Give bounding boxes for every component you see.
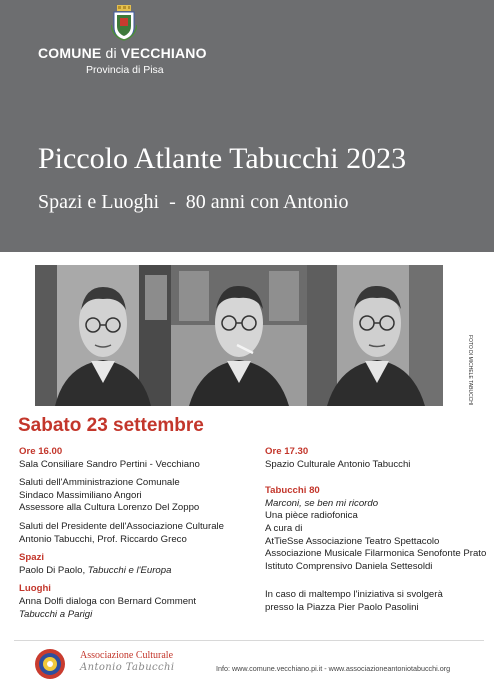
greeting-line: Saluti dell'Amministrazione Comunale — [19, 477, 180, 489]
tabucchi-80-title: Marconi, se ben mi ricordo — [265, 497, 379, 509]
header-band — [0, 0, 494, 252]
time-1600: Ore 16.00 — [19, 446, 63, 457]
weather-note: presso la Piazza Pier Paolo Pasolini — [265, 601, 419, 613]
tabucchi-80-line: Associazione Musicale Filarmonica Senofonte Prato — [265, 548, 487, 560]
weather-note: In caso di maltempo l'iniziativa si svolgerà — [265, 589, 443, 601]
association-label: Associazione Culturale — [80, 650, 174, 661]
spazi-talk: Paolo Di Paolo, Tabucchi e l'Europa — [19, 564, 172, 576]
footer-divider — [14, 640, 484, 641]
tabucchi-80-line: Una pièce radiofonica — [265, 510, 358, 522]
info-links: Info: www.comune.vecchiano.pi.it - www.associazioneantoniotabucchi.org — [216, 664, 451, 673]
greeting-line: Sindaco Massimiliano Angori — [19, 489, 142, 501]
luoghi-heading: Luoghi — [19, 583, 51, 595]
association-signature: Antonio Tabucchi — [80, 662, 175, 673]
program-right-column — [265, 446, 490, 621]
luoghi-talk: Anna Dolfi dialoga con Bernard Comment — [19, 595, 197, 607]
event-title: Piccolo Atlante Tabucchi 2023 — [38, 142, 407, 175]
portrait-photo-2 — [171, 265, 307, 406]
event-date: Sabato 23 settembre — [18, 415, 204, 436]
time-1730: Ore 17.30 — [265, 446, 309, 457]
tabucchi-80-line: AtTieSse Associazione Teatro Spettacolo — [265, 535, 440, 547]
crest-icon — [111, 5, 137, 41]
tabucchi-80-line: A cura di — [265, 522, 303, 534]
luoghi-talk-title: Tabucchi a Parigi — [19, 608, 93, 620]
tabucchi-80-heading: Tabucchi 80 — [265, 485, 320, 497]
program-left-column — [19, 446, 259, 627]
portrait-photo-3 — [307, 265, 443, 406]
comune-name: COMUNE di VECCHIANO — [38, 45, 207, 61]
tabucchi-80-line: Istituto Comprensivo Daniela Settesoldi — [265, 560, 433, 572]
venue-sala-consiliare: Sala Consiliare Sandro Pertini - Vecchiano — [19, 458, 200, 470]
event-subtitle: Spazi e Luoghi - 80 anni con Antonio — [38, 191, 349, 213]
portrait-photo-1 — [35, 265, 171, 406]
provincia-label: Provincia di Pisa — [86, 64, 164, 76]
institute-logo-icon — [34, 648, 66, 680]
president-greeting-line: Saluti del Presidente dell'Associazione Culturale — [19, 520, 225, 532]
photo-credit: FOTO DI MICHELE TABUCCHI — [467, 335, 473, 406]
greeting-line: Assessore alla Cultura Lorenzo Del Zoppo — [19, 502, 200, 514]
spazi-heading: Spazi — [19, 552, 45, 564]
venue-spazio-culturale: Spazio Culturale Antonio Tabucchi — [265, 458, 411, 470]
president-greeting-line: Antonio Tabucchi, Prof. Riccardo Greco — [19, 533, 187, 545]
